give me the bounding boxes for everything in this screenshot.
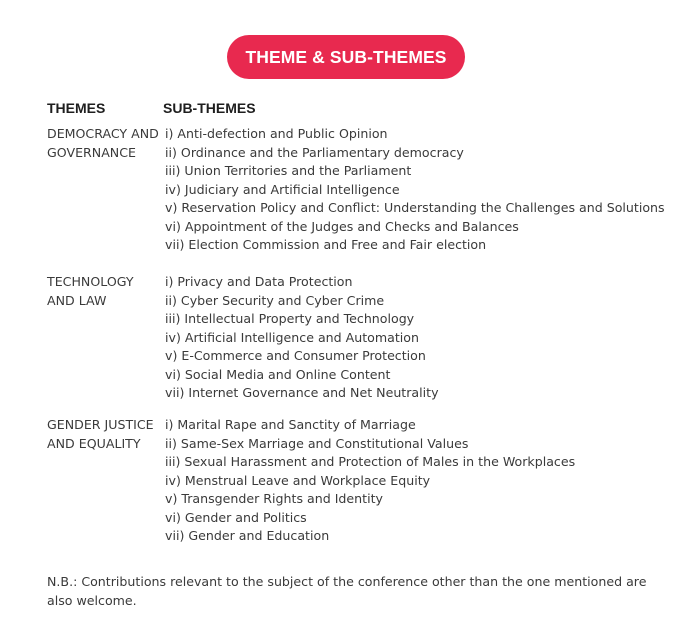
- theme-name-line: AND EQUALITY: [47, 435, 141, 451]
- sub-theme-list: [165, 125, 665, 255]
- sub-theme-item: vi) Gender and Politics: [165, 509, 307, 525]
- sub-theme-item: vi) Social Media and Online Content: [165, 366, 391, 382]
- sub-theme-item: i) Privacy and Data Protection: [165, 274, 353, 289]
- theme-name: [47, 273, 165, 403]
- footnote: N.B.: Contributions relevant to the subject of the conference other than the one mentioned are also welcome.: [47, 574, 647, 608]
- theme-name: [47, 125, 165, 255]
- sub-theme-item: i) Marital Rape and Sanctity of Marriage: [165, 417, 416, 432]
- theme-name-line: DEMOCRACY AND: [47, 126, 159, 141]
- theme-group-gender: [47, 416, 575, 546]
- sub-theme-item: i) Anti-defection and Public Opinion: [165, 126, 388, 141]
- sub-theme-item: vi) Appointment of the Judges and Checks and Balances: [165, 218, 519, 234]
- theme-name-line: GENDER JUSTICE: [47, 417, 154, 432]
- theme-name-line: AND LAW: [47, 292, 107, 308]
- sub-theme-item: ii) Ordinance and the Parliamentary democracy: [165, 144, 464, 160]
- sub-theme-item: iii) Union Territories and the Parliament: [165, 163, 412, 178]
- sub-themes-column-header: SUB-THEMES: [163, 100, 256, 116]
- sub-theme-item: v) E-Commerce and Consumer Protection: [165, 348, 426, 363]
- theme-name: [47, 416, 165, 546]
- themes-column-header: THEMES: [47, 100, 106, 116]
- sub-theme-item: vii) Gender and Education: [165, 528, 330, 543]
- theme-name-line: TECHNOLOGY: [47, 274, 134, 289]
- sub-theme-item: iii) Intellectual Property and Technology: [165, 311, 415, 326]
- sub-theme-list: [165, 273, 439, 403]
- sub-theme-item: iv) Artificial Intelligence and Automation: [165, 329, 419, 345]
- theme-name-line: GOVERNANCE: [47, 144, 136, 160]
- theme-group-democracy: [47, 125, 665, 255]
- sub-theme-item: iii) Sexual Harassment and Protection of Males in the Workplaces: [165, 454, 576, 469]
- sub-theme-item: iv) Judiciary and Artificial Intelligence: [165, 181, 400, 197]
- sub-theme-item: ii) Cyber Security and Cyber Crime: [165, 292, 385, 308]
- page-title-badge: THEME & SUB-THEMES: [227, 35, 465, 79]
- theme-group-technology: [47, 273, 439, 403]
- sub-theme-item: ii) Same-Sex Marriage and Constitutional Values: [165, 435, 469, 451]
- sub-theme-item: iv) Menstrual Leave and Workplace Equity: [165, 472, 431, 488]
- sub-theme-list: [165, 416, 575, 546]
- sub-theme-item: v) Transgender Rights and Identity: [165, 491, 383, 506]
- sub-theme-item: vii) Election Commission and Free and Fair election: [165, 237, 487, 252]
- sub-theme-item: vii) Internet Governance and Net Neutrality: [165, 385, 439, 400]
- sub-theme-item: v) Reservation Policy and Conflict: Understanding the Challenges and Solutions: [165, 200, 665, 215]
